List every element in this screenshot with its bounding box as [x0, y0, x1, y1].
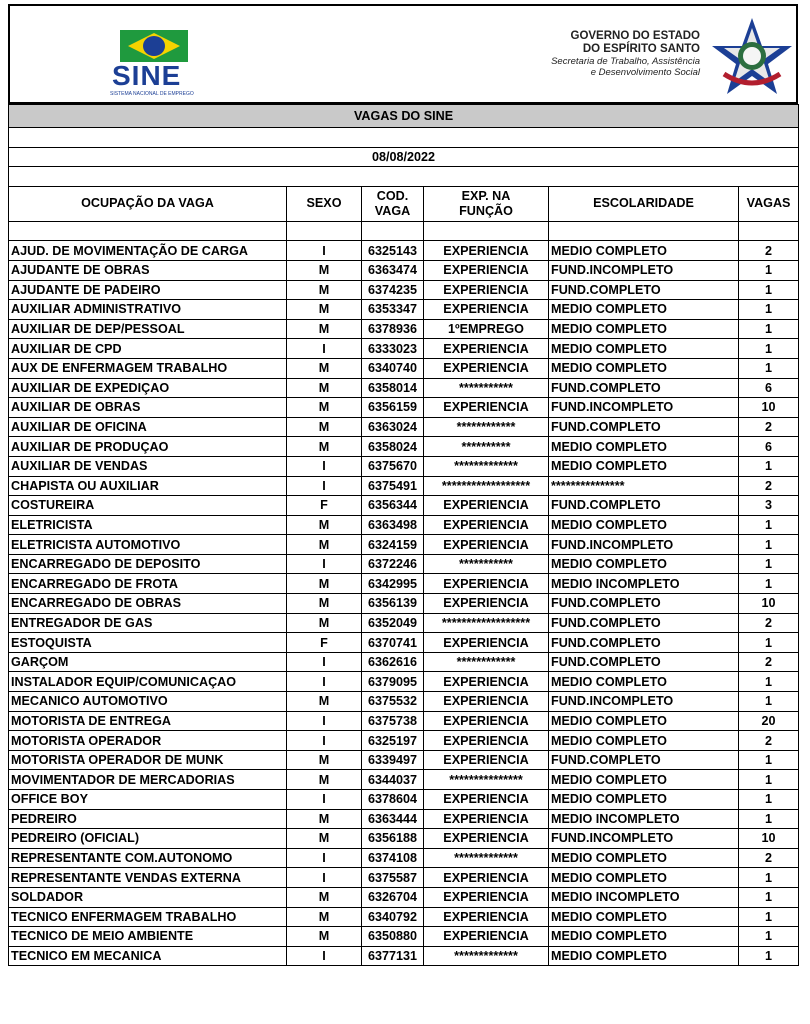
cell-escolaridade: FUND.INCOMPLETO [549, 829, 739, 849]
cell-sexo: I [287, 554, 362, 574]
table-row [9, 574, 799, 594]
cell-vagas: 2 [739, 476, 799, 496]
cell-exp-funcao: EXPERIENCIA [424, 809, 549, 829]
cell-escolaridade: MEDIO COMPLETO [549, 515, 739, 535]
cell-vagas: 6 [739, 378, 799, 398]
table-row [9, 633, 799, 653]
cell-ocupacao: AUXILIAR DE OBRAS [9, 398, 287, 418]
cell-escolaridade: MEDIO COMPLETO [549, 711, 739, 731]
table-row [9, 358, 799, 378]
cell-exp-funcao: EXPERIENCIA [424, 300, 549, 320]
cell-ocupacao: TECNICO DE MEIO AMBIENTE [9, 927, 287, 947]
cell-sexo: M [287, 378, 362, 398]
table-row [9, 672, 799, 692]
table-row [9, 927, 799, 947]
cell-exp-funcao: EXPERIENCIA [424, 496, 549, 516]
cell-vagas: 1 [739, 672, 799, 692]
cell-vagas: 1 [739, 907, 799, 927]
cell-exp-funcao: EXPERIENCIA [424, 574, 549, 594]
cell-escolaridade: MEDIO INCOMPLETO [549, 887, 739, 907]
cell-cod-vaga: 6363444 [362, 809, 424, 829]
cell-cod-vaga: 6324159 [362, 535, 424, 555]
cell-ocupacao: OFFICE BOY [9, 790, 287, 810]
cell-vagas: 20 [739, 711, 799, 731]
date-label: 08/08/2022 [9, 147, 799, 167]
cell-vagas: 2 [739, 652, 799, 672]
cell-sexo: M [287, 574, 362, 594]
table-row [9, 868, 799, 888]
cell-ocupacao: ELETRICISTA [9, 515, 287, 535]
cell-sexo: M [287, 692, 362, 712]
cell-vagas: 1 [739, 280, 799, 300]
cell-ocupacao: COSTUREIRA [9, 496, 287, 516]
sine-logo-subtext: SISTEMA NACIONAL DE EMPREGO [110, 91, 194, 97]
table-row [9, 437, 799, 457]
table-row [9, 260, 799, 280]
cell-exp-funcao: ****************** [424, 476, 549, 496]
table-row [9, 613, 799, 633]
cell-cod-vaga: 6333023 [362, 339, 424, 359]
page-title: VAGAS DO SINE [9, 105, 799, 128]
cell-exp-funcao: EXPERIENCIA [424, 829, 549, 849]
cell-cod-vaga: 6362616 [362, 652, 424, 672]
table-row [9, 456, 799, 476]
col-header-escolaridade: ESCOLARIDADE [549, 186, 739, 221]
cell-vagas: 10 [739, 829, 799, 849]
cell-vagas: 1 [739, 750, 799, 770]
cell-sexo: I [287, 868, 362, 888]
table-row [9, 750, 799, 770]
table-row [9, 476, 799, 496]
cell-escolaridade: MEDIO COMPLETO [549, 456, 739, 476]
cell-cod-vaga: 6374235 [362, 280, 424, 300]
table-row [9, 946, 799, 966]
cell-sexo: M [287, 613, 362, 633]
cell-cod-vaga: 6344037 [362, 770, 424, 790]
cell-exp-funcao: EXPERIENCIA [424, 672, 549, 692]
table-row [9, 809, 799, 829]
cell-exp-funcao: EXPERIENCIA [424, 241, 549, 261]
cell-sexo: M [287, 887, 362, 907]
cell-sexo: I [287, 731, 362, 751]
cell-escolaridade: MEDIO COMPLETO [549, 672, 739, 692]
cell-exp-funcao: EXPERIENCIA [424, 398, 549, 418]
cell-cod-vaga: 6363474 [362, 260, 424, 280]
date-row [9, 147, 799, 167]
cell-sexo: I [287, 946, 362, 966]
table-row [9, 417, 799, 437]
cell-escolaridade: MEDIO COMPLETO [549, 927, 739, 947]
cell-exp-funcao: EXPERIENCIA [424, 535, 549, 555]
table-row [9, 554, 799, 574]
cell-vagas: 1 [739, 927, 799, 947]
table-row [9, 319, 799, 339]
cell-vagas: 1 [739, 790, 799, 810]
cell-sexo: M [287, 750, 362, 770]
cell-vagas: 1 [739, 515, 799, 535]
table-row [9, 887, 799, 907]
cell-sexo: M [287, 907, 362, 927]
cell-cod-vaga: 6363498 [362, 515, 424, 535]
cell-cod-vaga: 6370741 [362, 633, 424, 653]
cell-sexo: M [287, 829, 362, 849]
cell-vagas: 1 [739, 319, 799, 339]
cell-vagas: 2 [739, 731, 799, 751]
cell-cod-vaga: 6374108 [362, 848, 424, 868]
cell-vagas: 1 [739, 887, 799, 907]
cell-exp-funcao: EXPERIENCIA [424, 927, 549, 947]
cell-sexo: M [287, 398, 362, 418]
cell-exp-funcao: EXPERIENCIA [424, 692, 549, 712]
cell-ocupacao: CHAPISTA OU AUXILIAR [9, 476, 287, 496]
table-row [9, 594, 799, 614]
cell-vagas: 6 [739, 437, 799, 457]
cell-vagas: 10 [739, 398, 799, 418]
cell-escolaridade: MEDIO COMPLETO [549, 770, 739, 790]
cell-escolaridade: MEDIO INCOMPLETO [549, 809, 739, 829]
cell-sexo: M [287, 260, 362, 280]
cell-exp-funcao: EXPERIENCIA [424, 731, 549, 751]
cell-cod-vaga: 6375670 [362, 456, 424, 476]
cell-exp-funcao: 1ºEMPREGO [424, 319, 549, 339]
cell-sexo: M [287, 927, 362, 947]
cell-vagas: 1 [739, 868, 799, 888]
cell-ocupacao: MOTORISTA OPERADOR DE MUNK [9, 750, 287, 770]
table-row [9, 241, 799, 261]
cell-vagas: 2 [739, 613, 799, 633]
cell-ocupacao: AUXILIAR DE VENDAS [9, 456, 287, 476]
cell-cod-vaga: 6326704 [362, 887, 424, 907]
cell-cod-vaga: 6375491 [362, 476, 424, 496]
cell-escolaridade: FUND.INCOMPLETO [549, 398, 739, 418]
cell-sexo: F [287, 496, 362, 516]
cell-sexo: M [287, 417, 362, 437]
document-header [8, 4, 798, 104]
cell-cod-vaga: 6325197 [362, 731, 424, 751]
cell-sexo: M [287, 535, 362, 555]
col-header-cod: COD. VAGA [362, 186, 424, 221]
cell-exp-funcao: *********** [424, 378, 549, 398]
cell-escolaridade: FUND.COMPLETO [549, 496, 739, 516]
cell-ocupacao: AUXILIAR DE CPD [9, 339, 287, 359]
table-row [9, 515, 799, 535]
cell-cod-vaga: 6340792 [362, 907, 424, 927]
table-row [9, 848, 799, 868]
cell-escolaridade: FUND.INCOMPLETO [549, 535, 739, 555]
cell-ocupacao: PEDREIRO (OFICIAL) [9, 829, 287, 849]
table-row [9, 300, 799, 320]
cell-sexo: M [287, 809, 362, 829]
cell-escolaridade: MEDIO COMPLETO [549, 731, 739, 751]
cell-escolaridade: MEDIO COMPLETO [549, 790, 739, 810]
cell-exp-funcao: ************* [424, 456, 549, 476]
cell-cod-vaga: 6378604 [362, 790, 424, 810]
cell-escolaridade: FUND.COMPLETO [549, 417, 739, 437]
cell-escolaridade: MEDIO COMPLETO [549, 554, 739, 574]
table-row [9, 907, 799, 927]
col-header-exp: EXP. NA FUNÇÃO [424, 186, 549, 221]
cell-escolaridade: *************** [549, 476, 739, 496]
cell-sexo: M [287, 594, 362, 614]
cell-vagas: 10 [739, 594, 799, 614]
cell-vagas: 1 [739, 809, 799, 829]
cell-exp-funcao: ************ [424, 652, 549, 672]
cell-cod-vaga: 6350880 [362, 927, 424, 947]
cell-ocupacao: PEDREIRO [9, 809, 287, 829]
cell-escolaridade: MEDIO COMPLETO [549, 339, 739, 359]
cell-ocupacao: MOVIMENTADOR DE MERCADORIAS [9, 770, 287, 790]
cell-vagas: 2 [739, 848, 799, 868]
cell-sexo: I [287, 790, 362, 810]
cell-sexo: M [287, 319, 362, 339]
cell-sexo: I [287, 241, 362, 261]
cell-ocupacao: ELETRICISTA AUTOMOTIVO [9, 535, 287, 555]
cell-cod-vaga: 6379095 [362, 672, 424, 692]
gov-line-1: GOVERNO DO ESTADO [570, 30, 700, 42]
cell-sexo: M [287, 280, 362, 300]
blank-row [9, 221, 799, 241]
cell-sexo: I [287, 848, 362, 868]
cell-cod-vaga: 6372246 [362, 554, 424, 574]
table-row [9, 711, 799, 731]
cell-escolaridade: MEDIO COMPLETO [549, 241, 739, 261]
table-row [9, 652, 799, 672]
cell-escolaridade: MEDIO COMPLETO [549, 319, 739, 339]
table-row [9, 339, 799, 359]
cell-ocupacao: INSTALADOR EQUIP/COMUNICAÇAO [9, 672, 287, 692]
cell-sexo: I [287, 672, 362, 692]
cell-sexo: I [287, 456, 362, 476]
cell-exp-funcao: EXPERIENCIA [424, 711, 549, 731]
cell-sexo: F [287, 633, 362, 653]
cell-exp-funcao: EXPERIENCIA [424, 750, 549, 770]
cell-cod-vaga: 6377131 [362, 946, 424, 966]
column-header-row [9, 186, 799, 221]
cell-ocupacao: SOLDADOR [9, 887, 287, 907]
government-label [551, 30, 700, 78]
table-row [9, 731, 799, 751]
cell-sexo: I [287, 652, 362, 672]
cell-cod-vaga: 6342995 [362, 574, 424, 594]
cell-cod-vaga: 6356344 [362, 496, 424, 516]
cell-exp-funcao: ************ [424, 417, 549, 437]
cell-ocupacao: AJUDANTE DE OBRAS [9, 260, 287, 280]
table-row [9, 496, 799, 516]
cell-cod-vaga: 6356188 [362, 829, 424, 849]
cell-ocupacao: TECNICO EM MECANICA [9, 946, 287, 966]
job-listing-sheet [8, 4, 798, 966]
cell-vagas: 1 [739, 946, 799, 966]
cell-vagas: 3 [739, 496, 799, 516]
col-header-vagas: VAGAS [739, 186, 799, 221]
cell-sexo: M [287, 770, 362, 790]
cell-exp-funcao: EXPERIENCIA [424, 339, 549, 359]
sine-logo [106, 24, 216, 104]
cell-exp-funcao: EXPERIENCIA [424, 594, 549, 614]
cell-sexo: I [287, 711, 362, 731]
title-row [9, 105, 799, 128]
cell-ocupacao: AUXILIAR ADMINISTRATIVO [9, 300, 287, 320]
cell-ocupacao: REPRESENTANTE VENDAS EXTERNA [9, 868, 287, 888]
cell-cod-vaga: 6340740 [362, 358, 424, 378]
cell-ocupacao: TECNICO ENFERMAGEM TRABALHO [9, 907, 287, 927]
cell-vagas: 1 [739, 574, 799, 594]
cell-escolaridade: MEDIO COMPLETO [549, 946, 739, 966]
spacer-row [9, 128, 799, 148]
cell-sexo: I [287, 339, 362, 359]
cell-escolaridade: FUND.COMPLETO [549, 633, 739, 653]
cell-sexo: M [287, 437, 362, 457]
cell-ocupacao: MECANICO AUTOMOTIVO [9, 692, 287, 712]
cell-cod-vaga: 6375532 [362, 692, 424, 712]
cell-vagas: 1 [739, 535, 799, 555]
cell-vagas: 2 [739, 417, 799, 437]
cell-ocupacao: AJUDANTE DE PADEIRO [9, 280, 287, 300]
cell-escolaridade: FUND.INCOMPLETO [549, 692, 739, 712]
cell-ocupacao: AUXILIAR DE EXPEDIÇAO [9, 378, 287, 398]
cell-vagas: 2 [739, 241, 799, 261]
cell-ocupacao: AUXILIAR DE PRODUÇAO [9, 437, 287, 457]
table-row [9, 280, 799, 300]
cell-exp-funcao: EXPERIENCIA [424, 907, 549, 927]
cell-escolaridade: MEDIO COMPLETO [549, 300, 739, 320]
cell-vagas: 1 [739, 554, 799, 574]
col-header-sexo: SEXO [287, 186, 362, 221]
cell-escolaridade: FUND.COMPLETO [549, 594, 739, 614]
cell-sexo: M [287, 515, 362, 535]
cell-ocupacao: AUXILIAR DE DEP/PESSOAL [9, 319, 287, 339]
cell-vagas: 1 [739, 633, 799, 653]
cell-cod-vaga: 6353347 [362, 300, 424, 320]
cell-sexo: M [287, 358, 362, 378]
cell-cod-vaga: 6375587 [362, 868, 424, 888]
col-header-ocupacao: OCUPAÇÃO DA VAGA [9, 186, 287, 221]
state-coat-of-arms-icon [710, 16, 794, 100]
cell-exp-funcao: EXPERIENCIA [424, 633, 549, 653]
cell-cod-vaga: 6378936 [362, 319, 424, 339]
cell-ocupacao: ENCARREGADO DE DEPOSITO [9, 554, 287, 574]
cell-cod-vaga: 6356159 [362, 398, 424, 418]
cell-ocupacao: REPRESENTANTE COM.AUTONOMO [9, 848, 287, 868]
table-row [9, 692, 799, 712]
cell-vagas: 1 [739, 770, 799, 790]
cell-cod-vaga: 6375738 [362, 711, 424, 731]
cell-escolaridade: MEDIO COMPLETO [549, 868, 739, 888]
cell-exp-funcao: EXPERIENCIA [424, 868, 549, 888]
cell-escolaridade: MEDIO INCOMPLETO [549, 574, 739, 594]
cell-sexo: M [287, 300, 362, 320]
cell-escolaridade: MEDIO COMPLETO [549, 907, 739, 927]
cell-cod-vaga: 6339497 [362, 750, 424, 770]
cell-cod-vaga: 6358024 [362, 437, 424, 457]
cell-cod-vaga: 6325143 [362, 241, 424, 261]
cell-vagas: 1 [739, 358, 799, 378]
cell-cod-vaga: 6363024 [362, 417, 424, 437]
cell-exp-funcao: *********** [424, 554, 549, 574]
cell-ocupacao: MOTORISTA DE ENTREGA [9, 711, 287, 731]
cell-exp-funcao: EXPERIENCIA [424, 358, 549, 378]
cell-exp-funcao: EXPERIENCIA [424, 790, 549, 810]
spacer-row [9, 167, 799, 187]
cell-escolaridade: FUND.COMPLETO [549, 378, 739, 398]
cell-ocupacao: AJUD. DE MOVIMENTAÇÃO DE CARGA [9, 241, 287, 261]
cell-ocupacao: GARÇOM [9, 652, 287, 672]
cell-vagas: 1 [739, 456, 799, 476]
cell-exp-funcao: ************* [424, 946, 549, 966]
cell-exp-funcao: EXPERIENCIA [424, 260, 549, 280]
cell-cod-vaga: 6356139 [362, 594, 424, 614]
cell-exp-funcao: *************** [424, 770, 549, 790]
cell-exp-funcao: ********** [424, 437, 549, 457]
cell-ocupacao: ENTREGADOR DE GAS [9, 613, 287, 633]
cell-vagas: 1 [739, 339, 799, 359]
cell-ocupacao: ENCARREGADO DE OBRAS [9, 594, 287, 614]
cell-sexo: I [287, 476, 362, 496]
cell-ocupacao: ESTOQUISTA [9, 633, 287, 653]
cell-escolaridade: FUND.COMPLETO [549, 750, 739, 770]
cell-escolaridade: MEDIO COMPLETO [549, 437, 739, 457]
cell-ocupacao: ENCARREGADO DE FROTA [9, 574, 287, 594]
gov-line-4: e Desenvolvimento Social [590, 67, 700, 78]
cell-ocupacao: AUX DE ENFERMAGEM TRABALHO [9, 358, 287, 378]
table-row [9, 770, 799, 790]
sine-logo-text: SINE [112, 60, 182, 91]
table-row [9, 790, 799, 810]
cell-exp-funcao: ****************** [424, 613, 549, 633]
cell-ocupacao: MOTORISTA OPERADOR [9, 731, 287, 751]
cell-exp-funcao: ************* [424, 848, 549, 868]
vacancies-table [8, 104, 799, 966]
table-row [9, 535, 799, 555]
cell-escolaridade: MEDIO COMPLETO [549, 358, 739, 378]
cell-exp-funcao: EXPERIENCIA [424, 887, 549, 907]
table-row [9, 378, 799, 398]
cell-escolaridade: FUND.COMPLETO [549, 652, 739, 672]
gov-line-3: Secretaria de Trabalho, Assistência [551, 56, 700, 67]
cell-exp-funcao: EXPERIENCIA [424, 280, 549, 300]
cell-cod-vaga: 6352049 [362, 613, 424, 633]
cell-vagas: 1 [739, 300, 799, 320]
table-row [9, 829, 799, 849]
table-row [9, 398, 799, 418]
cell-escolaridade: FUND.COMPLETO [549, 280, 739, 300]
cell-vagas: 1 [739, 692, 799, 712]
cell-exp-funcao: EXPERIENCIA [424, 515, 549, 535]
cell-ocupacao: AUXILIAR DE OFICINA [9, 417, 287, 437]
cell-escolaridade: FUND.COMPLETO [549, 613, 739, 633]
gov-line-2: DO ESPÍRITO SANTO [582, 43, 700, 55]
cell-vagas: 1 [739, 260, 799, 280]
cell-escolaridade: FUND.INCOMPLETO [549, 260, 739, 280]
cell-cod-vaga: 6358014 [362, 378, 424, 398]
cell-escolaridade: MEDIO COMPLETO [549, 848, 739, 868]
